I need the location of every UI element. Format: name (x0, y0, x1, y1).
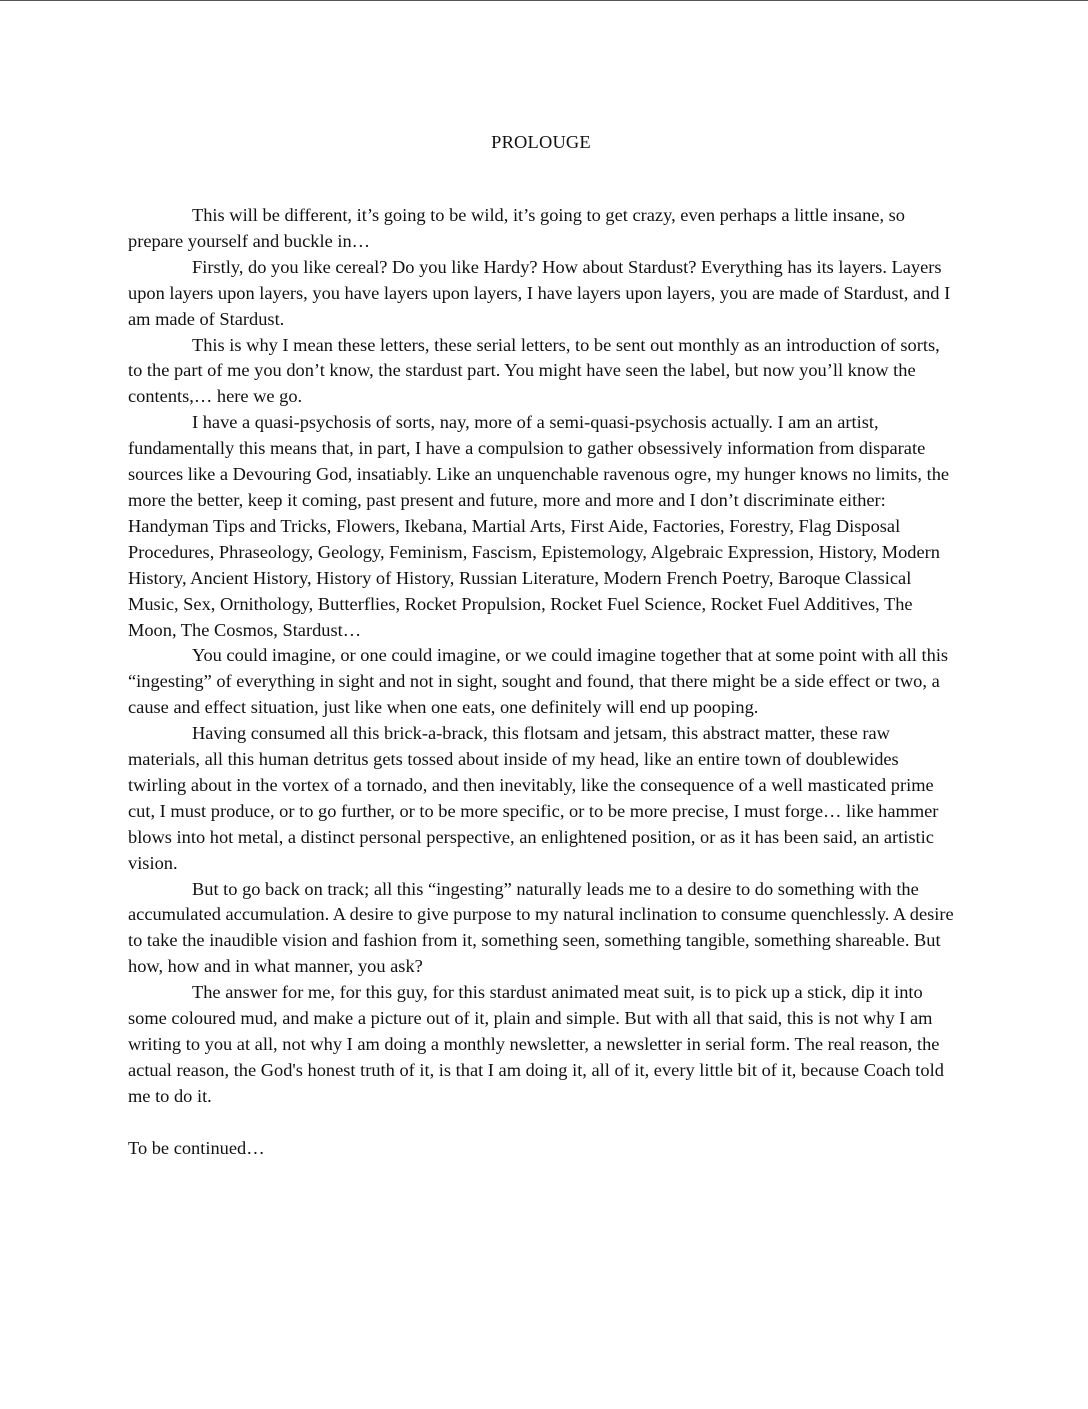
document-body (128, 203, 954, 1110)
document-title: PROLOUGE (491, 132, 591, 152)
document-content (128, 129, 954, 1162)
paragraph: But to go back on track; all this “ingesting” naturally leads me to a desire to do something with the accumulated accumulation. A desire to give purpose to my natural inclination to consume quenchlessly. A desire to take the inaudible vision and fashion from it, something seen, something tangible, something shareable. But how, how and in what manner, you ask? (128, 878, 954, 977)
paragraph: This is why I mean these letters, these serial letters, to be sent out monthly as an introduction of sorts, to the part of me you don’t know, the stardust part. You might have seen the label, but now you’ll know the contents,… here we go. (128, 334, 940, 407)
paragraph: The answer for me, for this guy, for this stardust animated meat suit, is to pick up a stick, dip it into some coloured mud, and make a picture out of it, plain and simple. But with all that said, this is not why I am writing to you at all, not why I am doing a monthly newsletter, a newsletter in serial form. The real reason, the actual reason, the God's honest truth of it, is that I am doing it, all of it, every little bit of it, because Coach told me to do it. (128, 982, 944, 1106)
paragraph: I have a quasi-psychosis of sorts, nay, more of a semi-quasi-psychosis actually. I am an artist, fundamentally this means that, in part, I have a compulsion to gather obsessively information from disparate sources like a Devouring God, insatiably. Like an unquenchable ravenous ogre, my hunger knows no limits, the more the better, keep it coming, past present and future, more and more and I don’t discriminate either: Handyman Tips and Tricks, Flowers, Ikebana, Martial Arts, First Aide, Factories, Forestry, Flag Disposal Procedures, Phraseology, Geology, Feminism, Fascism, Epistemology, Algebraic Expression, History, Modern History, Ancient History, History of History, Russian Literature, Modern French Poetry, Baroque Classical Music, Sex, Ornithology, Butterflies, Rocket Propulsion, Rocket Fuel Science, Rocket Fuel Additives, The Moon, The Cosmos, Stardust… (128, 412, 950, 640)
paragraph: You could imagine, or one could imagine, or we could imagine together that at some point with all this “ingesting” of everything in sight and not in sight, sought and found, that there might be a side effect or two, a cause and effect situation, just like when one eats, one definitely will end up pooping. (128, 645, 949, 718)
paragraph: This will be different, it’s going to be wild, it’s going to get crazy, even perhaps a little insane, so prepare yourself and buckle in… (128, 205, 905, 251)
closing-line: To be continued… (128, 1137, 265, 1158)
paragraph: Having consumed all this brick-a-brack, this flotsam and jetsam, this abstract matter, these raw materials, all this human detritus gets tossed about inside of my head, like an entire town of doublewides twirling about in the vortex of a tornado, and then inevitably, like the consequence of a well masticated prime cut, I must produce, or to go further, or to be more specific, or to be more precise, I must forge… like hammer blows into hot metal, a distinct personal perspective, an enlightened position, or as it has been said, an artistic vision. (128, 723, 939, 873)
paragraph: Firstly, do you like cereal? Do you like Hardy? How about Stardust? Everything has its layers. Layers upon layers upon layers, you have layers upon layers, I have layers upon layers, you are made of Stardust, and I am made of Stardust. (128, 256, 951, 329)
